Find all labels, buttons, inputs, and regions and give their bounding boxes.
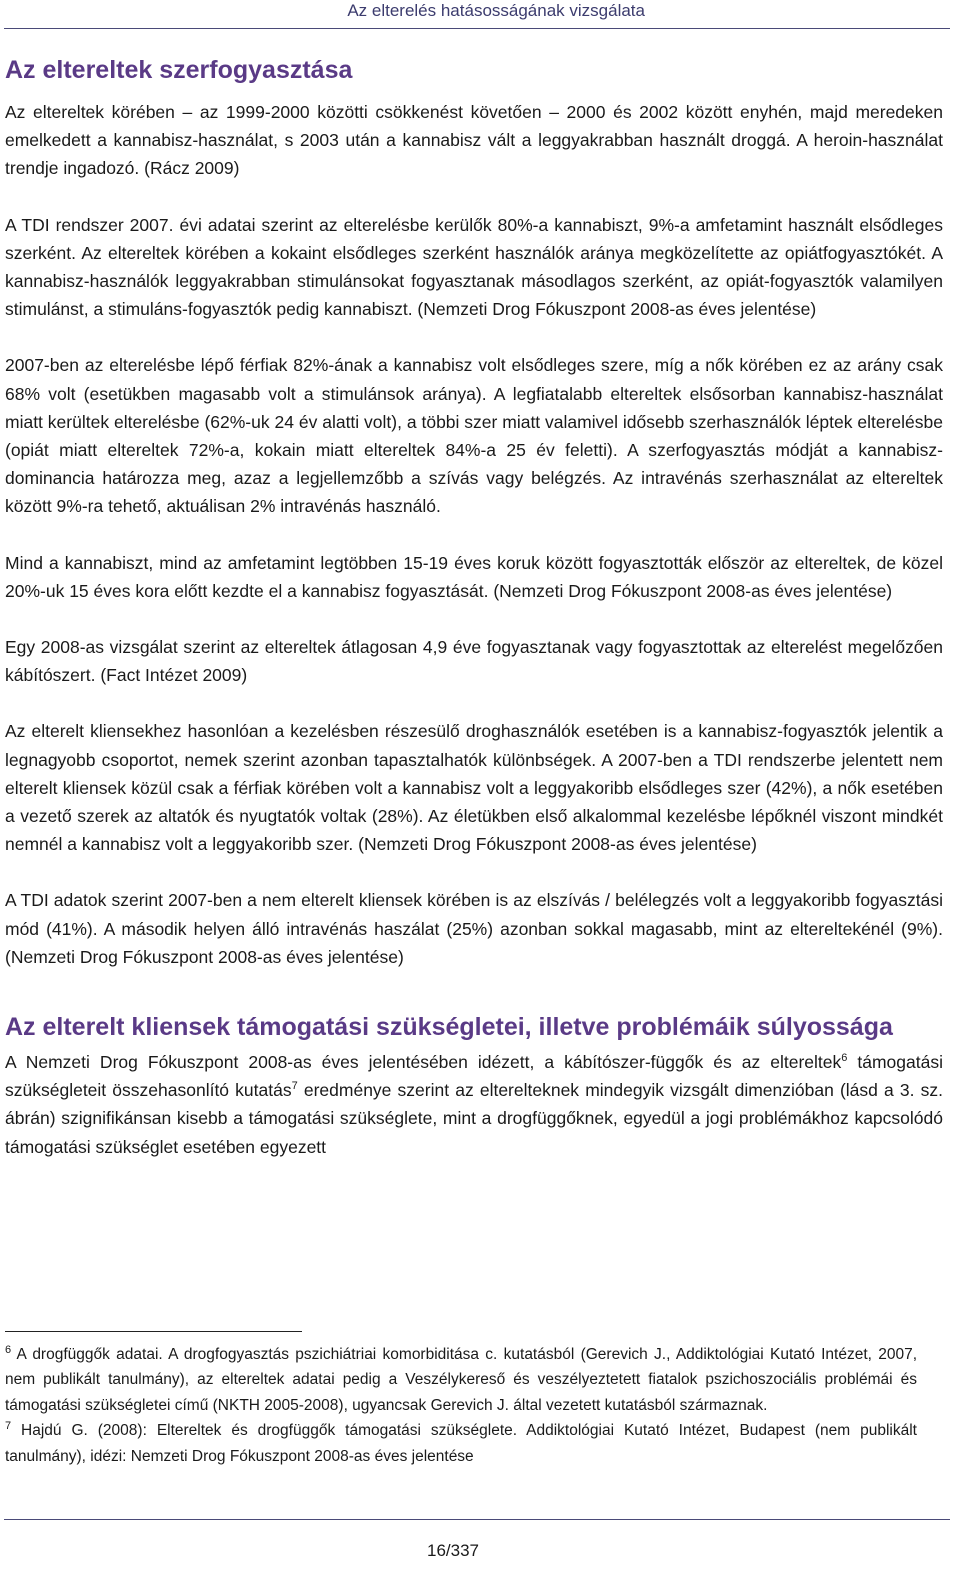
section-1	[5, 53, 943, 87]
running-header: Az elterelés hatásosságának vizsgálata	[347, 1, 645, 20]
footer-divider	[4, 1519, 950, 1520]
footnote	[5, 1342, 917, 1418]
paragraph: Az elterelt kliensekhez hasonlóan a kezelésben részesülő droghasználók esetében is a kannabisz-fogyasztók jelentik a legnagyobb csoportot, nemek szerint azonban tapasztalhatók különbségek. A 2007-ben a TDI rendszerbe jelentett nem elterelt kliensek közül csak a férfiak körében volt a kannabisz volt a leggyakoribb elsődleges szer (42%), a nők esetében a vezető szerek az altatók és nyugtatók voltak (28%). Az életükben első alkalommal kezelésbe lépőknél viszont mindkét nemnél a kannabisz volt a leggyakoribb szer. (Nemzeti Drog Fókuszpont 2008-as éves jelentése)	[5, 721, 943, 855]
footnotes	[5, 1342, 917, 1469]
page-number: 16/337	[427, 1541, 479, 1560]
paragraph: Egy 2008-as vizsgálat szerint az eltereltek átlagosan 4,9 éve fogyasztanak vagy fogyasztottak az elterelést megelőzően kábítószert. (Fact Intézet 2009)	[5, 637, 943, 686]
footnote-text: Hajdú G. (2008): Eltereltek és drogfüggők támogatási szükséglete. Addiktológiai Kutató Intézet, Budapest (nem publikált tanulmány), idézi: Nemzeti Drog Fókuszpont 2008-as éves jelentése	[5, 1422, 917, 1465]
paragraph-text: A Nemzeti Drog Fókuszpont 2008-as éves jelentésében idézett, a kábítószer-függők és az eltereltek	[5, 1052, 842, 1073]
section-2	[5, 1010, 943, 1044]
footnote-reference[interactable]: 6	[841, 1052, 848, 1065]
footnote-text: A drogfüggők adatai. A drogfogyasztás pszichiátriai komorbiditása c. kutatásból (Gerevich J., Addiktológiai Kutató Intézet, 2007, nem publikált tanulmány), az eltereltek adatai pedig a Veszélykereső és veszélyeztetett fiatalok pszichoszociális problémái és támogatási szükségletei című (NKTH 2005-2008), ugyancsak Gerevich J. által vezetett kutatásból származnak.	[5, 1346, 917, 1414]
paragraph: A TDI rendszer 2007. évi adatai szerint az elterelésbe kerülők 80%-a kannabiszt, 9%-a amfetamint használt elsődleges szerként. Az eltereltek körében a kokaint elsődleges szerként használók aránya megközelítette az opiátfogyasztókét. A kannabisz-használók leggyakrabban stimulánsokat fogyasztanak másodlagos szerként, az opiát-fogyasztók valamilyen stimulánst, a stimuláns-fogyasztók pedig kannabiszt. (Nemzeti Drog Fókuszpont 2008-as éves jelentése)	[5, 214, 943, 320]
header-divider	[4, 28, 950, 29]
footnote-number: 6	[5, 1343, 12, 1356]
footnote-reference[interactable]: 7	[291, 1080, 298, 1093]
paragraph: Mind a kannabiszt, mind az amfetamint legtöbben 15-19 éves koruk között fogyasztották először az eltereltek, de közel 20%-uk 15 éves kora előtt kezdte el a kannabisz fogyasztását. (Nemzeti Drog Fókuszpont 2008-as éves jelentése)	[5, 552, 943, 601]
footnote-divider	[5, 1331, 302, 1332]
section-heading: Az elterelt kliensek támogatási szükségletei, illetve problémáik súlyossága	[5, 1013, 893, 1042]
paragraph: Az eltereltek körében – az 1999-2000 közötti csökkenést követően – 2000 és 2002 között enyhén, majd meredeken emelkedett a kannabisz-használat, s 2003 után a kannabisz vált a leggyakrabban használt droggá. A heroin-használat trendje ingadozó. (Rácz 2009)	[5, 102, 943, 179]
paragraph-text: támogatási szükségleteit összehasonlító kutatás	[5, 1052, 943, 1101]
page-body	[5, 42, 943, 1189]
section-heading: Az eltereltek szerfogyasztása	[5, 56, 353, 84]
paragraph	[5, 1048, 943, 1161]
paragraph-text: eredménye szerint az elterelteknek mindegyik vizsgált dimenzióban (lásd a 3. sz. ábrán) szignifikánsan kisebb a támogatási szükséglete, mint a drogfüggőknek, egyedül a jogi problémákhoz kapcsolódó támogatási szükséglet esetében egyezett	[5, 1080, 943, 1157]
paragraph: 2007-ben az elterelésbe lépő férfiak 82%-ának a kannabisz volt elsődleges szere, míg a nők körében ez az arány csak 68% volt (esetükben magasabb volt a stimulánsok aránya). A legfiatalabb eltereltek elsősorban kannabisz-használat miatt kerültek elterelésbe (62%-uk 24 év alatti volt), a többi szer miatt valamivel idősebb szerhasználók léptek elterelésbe (opiát miatt eltereltek 72%-a, kokain miatt eltereltek 84%-a 25 év feletti). A szerfogyasztás módját a kannabisz-dominancia határozza meg, azaz a legjellemzőbb a szívás vagy belégzés. Az intravénás szerhasználat az eltereltek között 9%-ra tehető, aktuálisan 2% intravénás használó.	[5, 355, 943, 517]
paragraph: A TDI adatok szerint 2007-ben a nem elterelt kliensek körében is az elszívás / belélegzés volt a leggyakoribb fogyasztási mód (41%). A második helyen álló intravénás haszálat (25%) azonban sokkal magasabb, mint az eltereltekénél (9%). (Nemzeti Drog Fókuszpont 2008-as éves jelentése)	[5, 890, 943, 967]
footnote	[5, 1418, 917, 1469]
footnote-number: 7	[5, 1420, 12, 1433]
